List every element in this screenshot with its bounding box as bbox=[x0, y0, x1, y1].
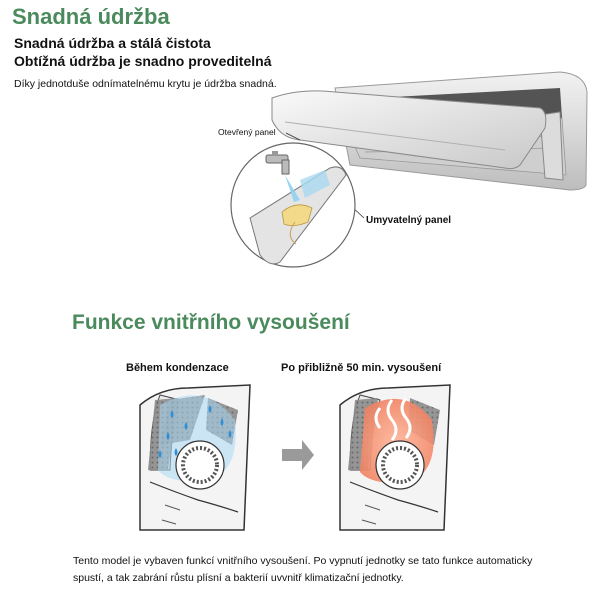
maintenance-description: Díky jednotduše odnímatelnému krytu je údržba snadná. bbox=[14, 78, 277, 90]
subtitle-clean: Snadná údržba a stálá čistota bbox=[14, 35, 211, 51]
washing-panel-inset-image bbox=[231, 143, 355, 267]
unit-after-drying-image bbox=[340, 385, 450, 530]
caption-during-condensation: Během kondenzace bbox=[126, 362, 229, 374]
label-washable-panel: Umyvatelný panel bbox=[366, 215, 452, 226]
section-title-drying: Funkce vnitřního vysoušení bbox=[72, 311, 350, 334]
arrow-right-icon bbox=[282, 440, 314, 470]
drying-description: Tento model je vybaven funkcí vnitřního vysoušení. Po vypnutí jednotky se tato funkce automaticky spustí, a tak zabrání růstu plísní a bakterií uvvnitř klimatizační jednotky. bbox=[73, 555, 533, 584]
unit-during-condensation-image bbox=[140, 385, 250, 530]
label-open-panel: Otevřený panel bbox=[218, 127, 276, 137]
section-title-maintenance: Snadná údržba bbox=[12, 4, 170, 29]
caption-after-drying: Po přibližně 50 min. vysoušení bbox=[281, 362, 442, 374]
subtitle-easy-maintenance: Obtížná údržba je snadno proveditelná bbox=[14, 53, 272, 69]
